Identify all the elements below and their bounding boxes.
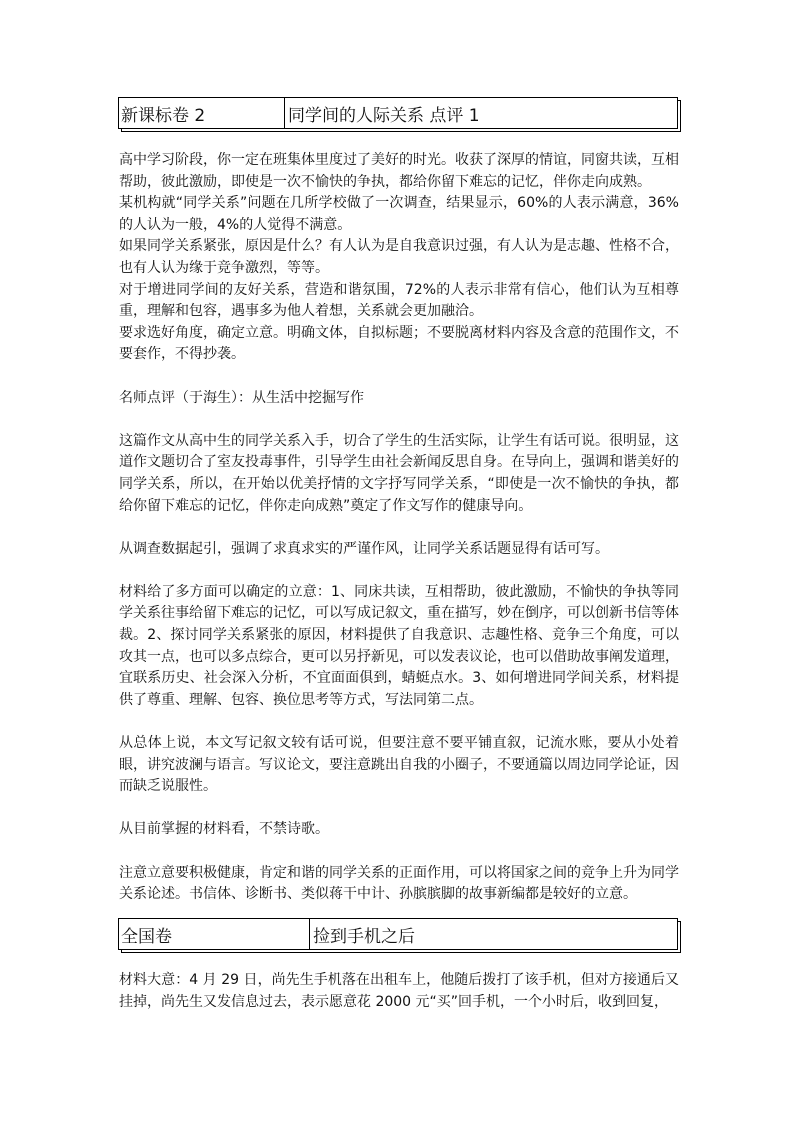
prompt-paragraph-5: 要求选好角度，确定立意。明确文体，自拟标题；不要脱离材料内容及含意的范围作文，不要套作，不得抄袭。: [119, 324, 679, 363]
prompt-paragraph-4: 对于增进同学间的友好关系，营造和谐氛围，72%的人表示非常有信心，他们认为互相尊重，理解和包容，遇事多为他人着想，关系就会更加融洽。: [119, 281, 679, 320]
section2-body: [119, 970, 679, 1013]
section2-header-left: 全国卷: [119, 919, 310, 949]
review-paragraph-2: 从调查数据起引，强调了求真求实的严谨作风，让同学关系话题显得有话可写。: [119, 540, 609, 557]
review-paragraph-6: 注意立意要积极健康，肯定和谐的同学关系的正面作用，可以将国家之间的竞争上升为同学关系论述。书信体、诊断书、类似蒋干中计、孙膑膑脚的故事新编都是较好的立意。: [119, 864, 679, 903]
review-paragraph-1: 这篇作文从高中生的同学关系入手，切合了学生的生活实际，让学生有话可说。很明显，这道作文题切合了室友投毒事件，引导学生由社会新闻反思自身。在导向上，强调和谐美好的同学关系，所以，在开始以优美抒情的文字抒写同学关系，“即使是一次不愉快的争执，都给你留下难忘的记忆，伴你走向成熟”奠定了作文写作的健康导向。: [119, 432, 679, 514]
prompt-paragraph-3: 如果同学关系紧张，原因是什么？有人认为是自我意识过强，有人认为是志趣、性格不合，也有人认为缘于竞争激烈，等等。: [119, 238, 679, 276]
section1-header-right: 同学间的人际关系 点评 1: [288, 105, 480, 126]
section2-header-right: 捡到手机之后: [313, 926, 415, 947]
section1-header-left: 新课标卷 2: [119, 98, 285, 128]
material-paragraph-1: 材料大意：4 月 29 日，尚先生手机落在出租车上，他随后拨打了该手机，但对方接通后又挂掉，尚先生又发信息过去，表示愿意花 2000 元“买”回手机，一个小时后，收到回复，: [119, 972, 679, 1010]
section1-body: [119, 150, 679, 906]
review-title: 名师点评（于海生）：从生活中挖掘写作: [119, 389, 364, 406]
review-paragraph-5: 从目前掌握的材料看，不禁诗歌。: [119, 821, 329, 838]
section1-header-table: [118, 97, 678, 129]
review-paragraph-3: 材料给了多方面可以确定的立意：1、同床共读，互相帮助，彼此激励，不愉快的争执等同学关系往事给留下难忘的记忆，可以写成记叙文，重在描写，妙在倒序，可以创新书信等体裁。2、探讨同学关系紧张的原因，材料提供了自我意识、志趣性格、竞争三个角度，可以攻其一点，也可以多点综合，更可以另抒新见，可以发表议论，也可以借助故事阐发道理，宜联系历史、社会深入分析，不宜面面俱到，蜻蜓点水。3、如何增进同学间关系，材料提供了尊重、理解、包容、换位思考等方式，写法同第二点。: [119, 583, 679, 708]
prompt-paragraph-1: 高中学习阶段，你一定在班集体里度过了美好的时光。收获了深厚的情谊，同窗共读，互相帮助，彼此激励，即使是一次不愉快的争执，都给你留下难忘的记忆，伴你走向成熟。: [119, 152, 679, 190]
review-paragraph-4: 从总体上说，本文写记叙文较有话可说，但要注意不要平铺直叙，记流水账，要从小处着眼，讲究波澜与语言。写议论文，要注意跳出自我的小圈子，不要通篇以周边同学论证，因而缺乏说服性。: [119, 735, 679, 795]
prompt-paragraph-2: 某机构就“同学关系”问题在几所学校做了一次调查，结果显示，60%的人表示满意，36%的人认为一般，4%的人觉得不满意。: [119, 195, 679, 233]
section2-header-table: [118, 918, 678, 950]
